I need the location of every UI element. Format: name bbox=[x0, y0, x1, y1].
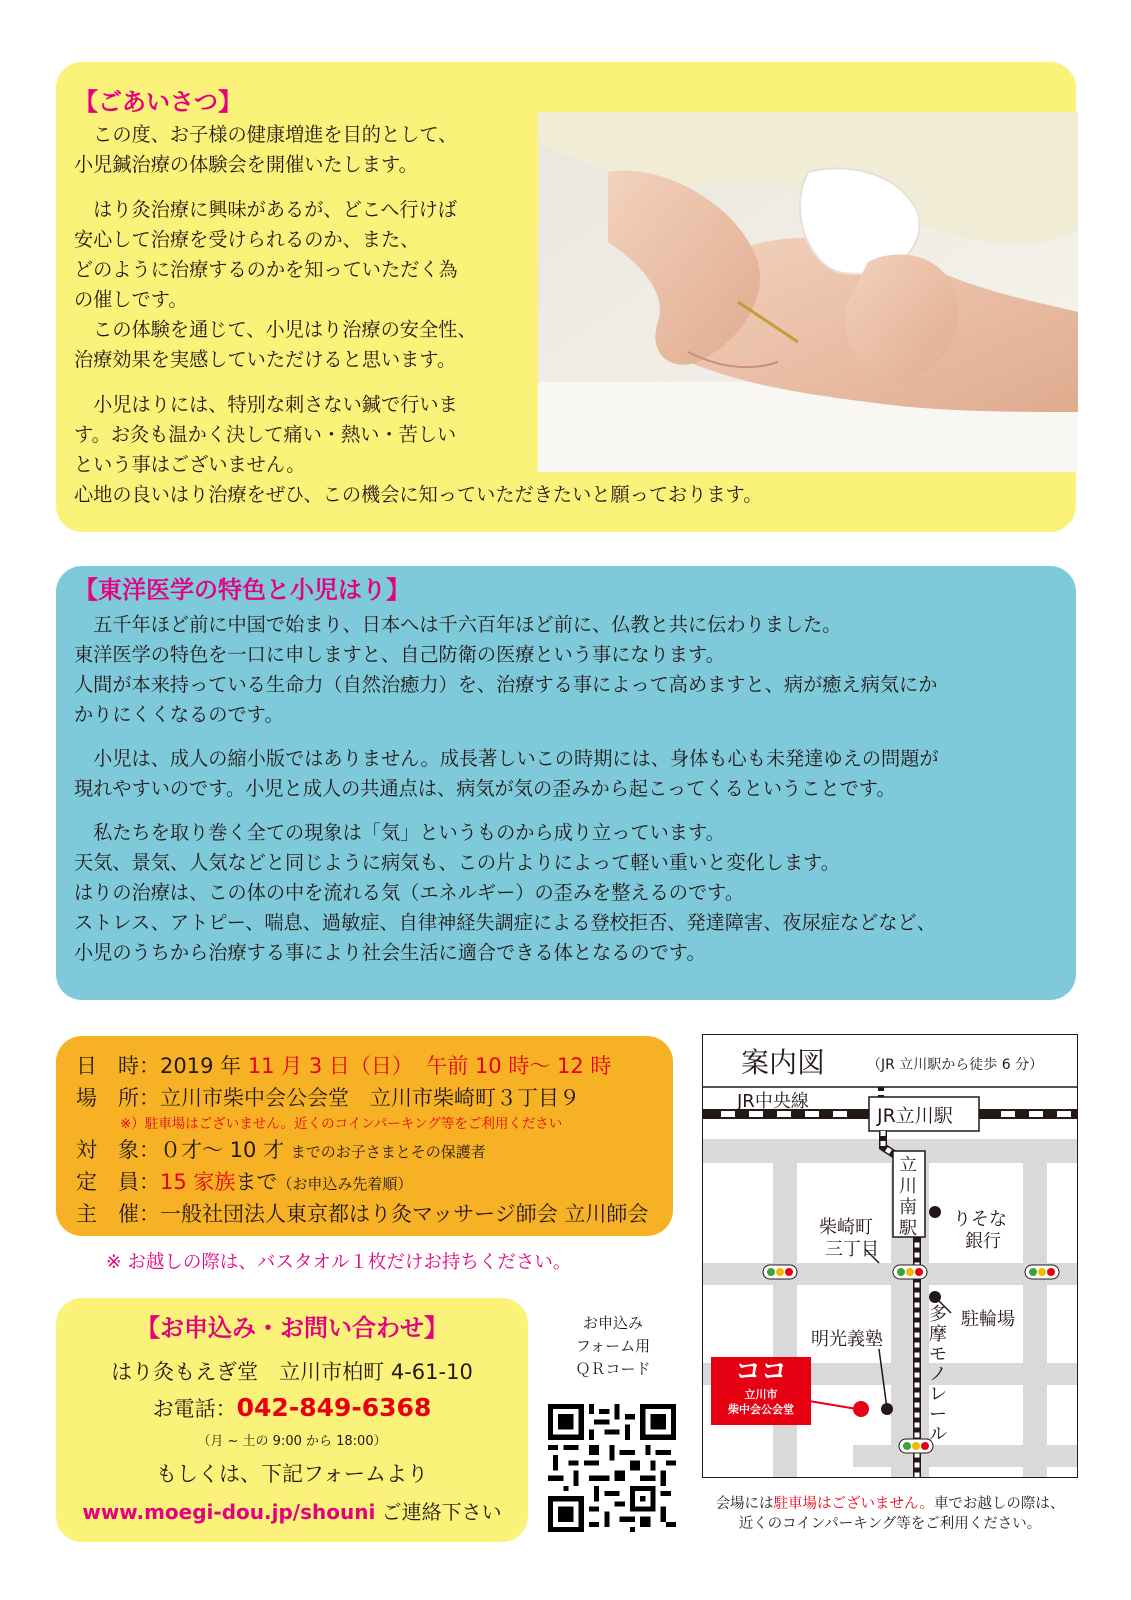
host-row bbox=[76, 1198, 648, 1228]
parking-note: ※）駐車場はございません。近くのコインパーキング等をご利用ください bbox=[120, 1116, 563, 1132]
shibasaki-label-2: 三丁目 bbox=[825, 1239, 879, 1260]
phone-label: お電話： bbox=[152, 1397, 237, 1421]
bike-parking-label: 駐輪場 bbox=[961, 1309, 1015, 1330]
url-suffix: ご連絡下さい bbox=[375, 1500, 502, 1524]
form-text: もしくは、下記フォームより bbox=[156, 1462, 428, 1486]
south-station-label: 立 川 南 駅 bbox=[899, 1155, 917, 1239]
greeting-para-2: はり灸治療に興味があるが、どこへ行けば 安心して治療を受けられるのか、また、 どのように治療するのかを知っていただく為 の催しです。 この体験を通じて、小児はり治療の安全性、 治療効果を実感していただけると思います。 bbox=[74, 198, 477, 371]
greeting-heading: 【ごあいさつ】 bbox=[74, 88, 242, 116]
jr-line-label: JR中央線 bbox=[737, 1091, 809, 1112]
here-label: ココ bbox=[734, 1357, 787, 1387]
acupuncture-photo bbox=[538, 112, 1078, 472]
oriental-para-3: 私たちを取り巻く全ての現象は「気」というものから成り立っています。 天気、景気、人気などと同じように病気も、この片よりによって軽い重いと変化します。 はりの治療は、この体の中を流れる気（エネルギー）の歪みを整えるのです。 ストレス、アトピー、喘息、過敏症、自律神経失調症による登校拒否、発達障害、夜尿症などなど、 小児のうちから治療する事により社会生活に適合できる体となるのです。 bbox=[74, 821, 936, 964]
map-note-pre: 会場には bbox=[715, 1496, 774, 1512]
target-note: までのお子さまとその保護者 bbox=[290, 1143, 486, 1161]
url-row bbox=[56, 1496, 528, 1525]
qr-label: お申込み フォーム用 ＱＲコード bbox=[575, 1314, 651, 1378]
contact-heading: 【お申込み・お問い合わせ】 bbox=[136, 1314, 448, 1342]
map-parking-note bbox=[702, 1494, 1078, 1534]
oriental-para-2: 小児は、成人の縮小版ではありません。成長著しいこの時期には、身体も心も未発達ゆえの問題が 現れやすいのです。小児と成人の共通点は、病気が気の歪みから起こってくるということです。 bbox=[74, 747, 939, 800]
date-time: 午前 10 時～ 12 時 bbox=[426, 1054, 612, 1078]
greeting-para-1: この度、お子様の健康増進を目的として、 小児鍼治療の体験会を開催いたします。 bbox=[74, 123, 458, 176]
qr-code[interactable] bbox=[548, 1404, 676, 1532]
towel-note: ※ お越しの際は、バスタオル１枚だけお持ちください。 bbox=[106, 1252, 572, 1273]
target-value: ０才～ 10 才 bbox=[160, 1138, 285, 1162]
host-value: 一般社団法人東京都はり灸マッサージ師会 立川師会 bbox=[160, 1202, 649, 1226]
clinic-address: はり灸もえぎ堂 立川市柏町 4-61-10 bbox=[111, 1360, 473, 1384]
venue-label-1: 立川市 bbox=[744, 1388, 778, 1401]
date-row bbox=[76, 1050, 611, 1080]
jr-station-label: JR立川駅 bbox=[877, 1105, 953, 1127]
capacity-value: 15 家族 bbox=[160, 1170, 236, 1194]
oriental-heading: 【東洋医学の特色と小児はり】 bbox=[74, 576, 410, 604]
date-day: 11 月 3 日（日） bbox=[247, 1054, 413, 1078]
date-label: 日 時： bbox=[76, 1054, 160, 1078]
capacity-made: まで bbox=[235, 1170, 278, 1194]
form-url-link[interactable]: www.moegi-dou.jp/shouni bbox=[82, 1500, 376, 1524]
resona-label-1: りそな bbox=[953, 1209, 1007, 1230]
monorail-label: 多 摩 モ ノ レ ー ル bbox=[929, 1304, 947, 1445]
date-year: 2019 年 bbox=[160, 1054, 248, 1078]
oriental-para-1: 五千年ほど前に中国で始まり、日本へは千六百年ほど前に、仏教と共に伝わりました。 東洋医学の特色を一口に申しますと、自己防衛の医療という事になります。 人間が本来持っている生命力（自然治癒力）を、治療する事によって高めますと、病が癒え病気にか かりにくくなるのです。 bbox=[74, 613, 938, 726]
map-note-red: 駐車場はございません。 bbox=[773, 1496, 934, 1512]
venue-marker bbox=[711, 1357, 811, 1425]
resona-label-2: 銀行 bbox=[965, 1231, 1001, 1252]
target-label: 対 象： bbox=[76, 1138, 160, 1162]
school-label: 明光義塾 bbox=[811, 1329, 883, 1350]
shibasaki-label-1: 柴崎町 bbox=[819, 1217, 873, 1238]
capacity-note: （お申込み先着順） bbox=[277, 1175, 413, 1193]
place-value: 立川市柴中会公会堂 立川市柴崎町３丁目９ bbox=[160, 1086, 580, 1110]
place-label: 場 所： bbox=[76, 1086, 160, 1110]
host-label: 主 催： bbox=[76, 1202, 160, 1226]
phone-number[interactable]: 042-849-6368 bbox=[236, 1393, 432, 1422]
capacity-label: 定 員： bbox=[76, 1170, 160, 1194]
map-title: 案内図 bbox=[741, 1046, 826, 1079]
map-note-post: 車でお越しの際は、 近くのコインパーキング等をご利用ください。 bbox=[738, 1496, 1065, 1532]
phone-hours: （月 ~ 土の 9:00 から 18:00） bbox=[197, 1434, 387, 1449]
map-subtitle: （JR 立川駅から徒歩 6 分） bbox=[867, 1057, 1044, 1073]
target-row bbox=[76, 1134, 486, 1164]
place-row bbox=[76, 1082, 580, 1112]
capacity-row bbox=[76, 1166, 412, 1196]
venue-label-2: 柴中会公会堂 bbox=[728, 1403, 794, 1416]
phone-row bbox=[56, 1393, 528, 1423]
greeting-para-3: 小児はりには、特別な刺さない鍼で行いま す。お灸も温かく決して痛い・熱い・苦しい という事はございません。 心地の良いはり治療をぜひ、この機会に知っていただきたいと願っております。 bbox=[74, 393, 763, 506]
access-map bbox=[702, 1034, 1078, 1478]
